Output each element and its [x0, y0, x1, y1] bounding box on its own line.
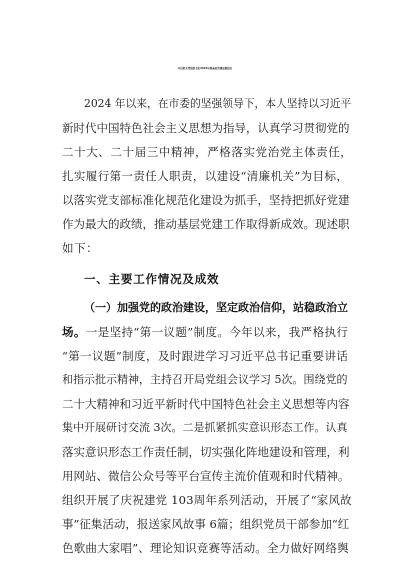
body-line: 和指示批示精神，主持召开局党组会议学习 5次。围绕党的	[62, 373, 348, 386]
intro-line: 2024 年以来，在市委的坚强领导下，本人坚持以习近平	[84, 97, 352, 110]
intro-line: 二十大、二十届三中精神，严格落实党治党主体责任，	[62, 145, 353, 159]
body-line: 组织开展了庆祝建党 103周年系列活动，开展了“家风故	[62, 493, 352, 507]
subsection-heading: （一）加强党的政治建设，坚定政治信仰，站稳政治立	[84, 301, 348, 314]
section-heading: 一、主要工作情况及成效	[84, 272, 220, 286]
body-line: 二十大精神和习近平新时代中国特色社会主义思想等内容	[62, 397, 350, 411]
body-line: 用网站、微信公众号等平台宣传主流价值观和时代精神。	[62, 469, 350, 483]
body-line: 事”征集活动，报送家风故事 6篇；组织党员干部参加“红	[62, 517, 350, 531]
intro-line: 新时代中国特色社会主义思想为指导，认真学习贯彻党的	[62, 121, 350, 135]
intro-line: 扎实履行第一责任人职责，以建设“清廉机关”为目标，	[62, 169, 349, 183]
document-title: 市直机关党组织书记2024年抓基层党建述职报告	[177, 67, 233, 70]
body-line: “第一议题”制度，及时跟进学习习近平总书记重要讲话	[62, 349, 349, 363]
subsection-heading-end: 场。	[62, 325, 86, 339]
body-line: 落实意识形态工作责任制，切实强化阵地建设和管理，利	[62, 445, 350, 459]
subsection-line	[62, 325, 348, 339]
intro-line: 作为最大的政绩，推动基层党建工作取得新成效。现述职	[62, 217, 350, 231]
subsection-line-text: 一是坚持“第一议题”制度。今年以来，我严格执行	[85, 325, 349, 339]
intro-line: 以落实党支部标准化规范化建设为抓手，坚持把抓好党建	[62, 193, 350, 207]
body-line: 色歌曲大家唱”、理论知识竞赛等活动。全力做好网络舆	[62, 541, 349, 555]
body-line: 集中开展研讨交流 3次。二是抓紧抓实意识形态工作。认真	[62, 421, 348, 434]
intro-line: 如下：	[62, 241, 99, 255]
